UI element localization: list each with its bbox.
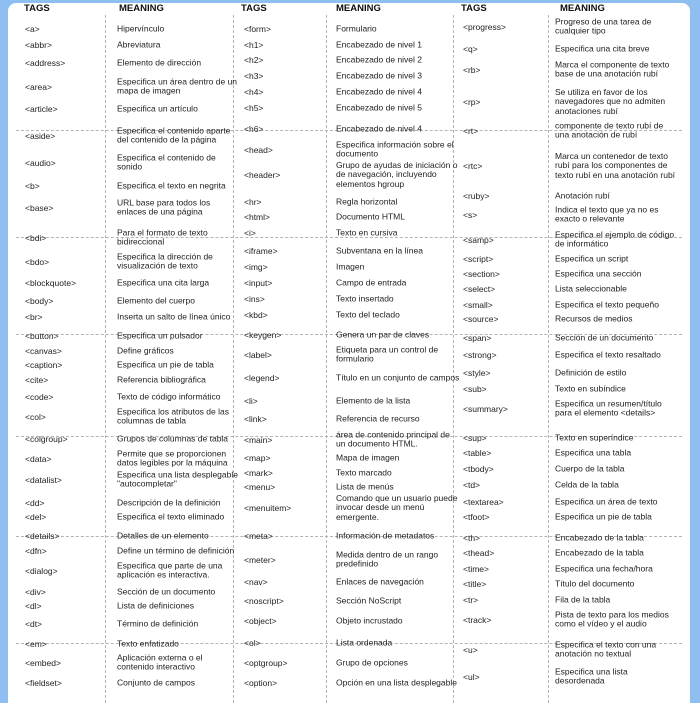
tag-name: <section> xyxy=(463,269,500,279)
tag-meaning: Texto enfatizado xyxy=(117,638,179,649)
tag-name: <img> xyxy=(244,262,268,272)
tag-name: <td> xyxy=(463,480,481,490)
tag-name: <a> xyxy=(25,24,40,34)
tag-row xyxy=(25,197,245,219)
tag-name: <source> xyxy=(463,314,499,324)
tag-row xyxy=(25,672,245,694)
tag-name: <style> xyxy=(463,368,491,378)
tag-name: <dt> xyxy=(25,619,43,629)
tag-row xyxy=(244,672,464,694)
tag-name: <kbd> xyxy=(244,310,268,320)
tag-name: <fieldset> xyxy=(25,678,62,688)
tag-meaning: Término de definición xyxy=(117,618,199,629)
tag-meaning: Etiqueta para un control de formulario xyxy=(336,344,439,364)
tag-row xyxy=(25,560,245,582)
tag-name: <header> xyxy=(244,170,281,180)
tag-meaning: Pista de texto para los medios como el vídeo y el audio xyxy=(555,609,669,629)
tag-row xyxy=(244,408,464,430)
tag-row xyxy=(25,652,245,674)
tag-row xyxy=(244,590,464,612)
tag-meaning: Elemento de dirección xyxy=(117,57,202,68)
tag-meaning: Especifica un pulsador xyxy=(117,330,203,341)
tag-name: <s> xyxy=(463,210,478,220)
tag-name: <rb> xyxy=(463,65,481,75)
tag-meaning: Lista de menús xyxy=(336,481,394,492)
tag-name: <time> xyxy=(463,564,489,574)
tag-name: <label> xyxy=(244,350,272,360)
tag-name: <meter> xyxy=(244,555,276,565)
tag-meaning: Campo de entrada xyxy=(336,277,407,288)
tag-name: <details> xyxy=(25,531,60,541)
tag-meaning: Detalles de un elemento xyxy=(117,530,209,541)
tag-row xyxy=(25,540,245,562)
tag-meaning: Elemento de la lista xyxy=(336,395,411,406)
tag-meaning: Lista seleccionable xyxy=(555,283,627,294)
tag-meaning: Documento HTML xyxy=(336,211,405,222)
tag-row xyxy=(244,344,464,366)
tag-name: <h6> xyxy=(244,124,264,134)
tag-row xyxy=(25,469,245,491)
tag-row xyxy=(463,120,683,142)
tag-name: <thead> xyxy=(463,548,495,558)
tag-row xyxy=(244,97,464,119)
tag-meaning: Se utiliza en favor de los navegadores que no admiten anotaciones rubí xyxy=(555,87,666,116)
tag-name: <nav> xyxy=(244,577,268,587)
tag-name: <track> xyxy=(463,615,492,625)
tag-meaning: Encabezado de nivel 2 xyxy=(336,54,423,65)
tag-meaning: Genera un par de claves xyxy=(336,329,430,340)
tag-row xyxy=(463,398,683,420)
tag-meaning: Marca un contenedor de texto rubí para los componentes de texto rubí en una anotación rubí xyxy=(555,151,676,180)
tag-name: <sub> xyxy=(463,384,487,394)
tag-row xyxy=(463,38,683,60)
tag-name: <samp> xyxy=(463,235,494,245)
tag-meaning: Define gráficos xyxy=(117,345,174,356)
tag-meaning: Sección NoScript xyxy=(336,595,402,606)
tag-name: <h2> xyxy=(244,55,264,65)
tag-name: <dialog> xyxy=(25,566,58,576)
tag-meaning: Imagen xyxy=(336,261,365,272)
tag-name: <article> xyxy=(25,104,58,114)
tag-name: <u> xyxy=(463,645,478,655)
tag-meaning: Encabezado de nivel 4 xyxy=(336,86,423,97)
tag-meaning: componente de texto rubí de una anotación de rubí xyxy=(555,120,664,140)
tag-meaning: área de contenido principal de un documento HTML. xyxy=(336,429,450,449)
tag-name: <sup> xyxy=(463,433,487,443)
tag-name: <datalist> xyxy=(25,475,62,485)
tag-name: <meta> xyxy=(244,531,273,541)
tag-meaning: Lista ordenada xyxy=(336,637,393,648)
tag-meaning: Conjunto de campos xyxy=(117,677,195,688)
tag-row xyxy=(463,666,683,688)
tag-name: <ul> xyxy=(463,672,480,682)
tag-name: <bdo> xyxy=(25,257,50,267)
tag-name: <ol> xyxy=(244,638,261,648)
tag-row xyxy=(244,632,464,654)
tag-meaning: Marca el componente de texto base de una anotación rubí xyxy=(555,59,670,79)
tag-meaning: Texto marcado xyxy=(336,467,392,478)
tag-row xyxy=(463,639,683,661)
meaning-header-3: MEANING xyxy=(560,3,605,14)
tag-name: <aside> xyxy=(25,131,56,141)
tag-row xyxy=(463,16,683,38)
tag-name: <ruby> xyxy=(463,191,490,201)
tag-meaning: Para el formato de texto bidireccional xyxy=(117,227,208,247)
tag-meaning: Objeto incrustado xyxy=(336,615,403,626)
tag-name: <abbr> xyxy=(25,40,52,50)
tag-name: <main> xyxy=(244,435,273,445)
tag-name: <form> xyxy=(244,24,271,34)
tag-name: <h5> xyxy=(244,103,264,113)
tag-name: <iframe> xyxy=(244,246,278,256)
tag-name: <col> xyxy=(25,412,46,422)
tags-header-1: TAGS xyxy=(24,3,50,14)
tag-meaning: Grupo de opciones xyxy=(336,657,408,668)
tag-meaning: Especifica información sobre el documento xyxy=(336,139,454,159)
tag-meaning: Hipervínculo xyxy=(117,23,165,34)
tag-name: <optgroup> xyxy=(244,658,288,668)
tag-name: <progress> xyxy=(463,22,506,32)
tag-meaning: Cuerpo de la tabla xyxy=(555,463,625,474)
tag-meaning: Especifica el ejemplo de código de informático xyxy=(555,229,675,249)
tag-name: <dfn> xyxy=(25,546,47,556)
tag-name: <data> xyxy=(25,454,52,464)
tag-row xyxy=(244,304,464,326)
tag-meaning: Encabezado de la tabla xyxy=(555,532,644,543)
tag-meaning: Grupo de ayudas de iniciación o de navegación, incluyendo elementos hgroup xyxy=(336,160,458,189)
tag-meaning: Especifica una cita larga xyxy=(117,277,210,288)
tag-row xyxy=(25,251,245,273)
tag-name: <base> xyxy=(25,203,54,213)
tag-meaning: Sección de un documento xyxy=(555,332,654,343)
tag-row xyxy=(463,506,683,528)
tag-meaning: Especifica los atributos de las columnas de tabla xyxy=(117,406,229,426)
tag-row xyxy=(244,549,464,571)
tag-meaning: Lista de definiciones xyxy=(117,600,195,611)
tag-name: <embed> xyxy=(25,658,61,668)
tag-row xyxy=(25,227,245,249)
tag-row xyxy=(463,59,683,81)
tag-meaning: Especifica un pie de tabla xyxy=(117,359,214,370)
tag-name: <script> xyxy=(463,254,494,264)
tag-name: <small> xyxy=(463,300,493,310)
tag-meaning: Permite que se proporcionen datos legibles por la máquina xyxy=(117,448,228,468)
tag-row xyxy=(463,204,683,226)
tag-name: <area> xyxy=(25,82,52,92)
tag-name: <tfoot> xyxy=(463,512,490,522)
tag-meaning: Grupos de columnas de tabla xyxy=(117,433,229,444)
tag-name: <map> xyxy=(244,453,271,463)
tag-name: <legend> xyxy=(244,373,280,383)
tag-meaning: Enlaces de navegación xyxy=(336,576,424,587)
tag-meaning: Especifica una lista desordenada xyxy=(555,666,628,686)
tag-name: <del> xyxy=(25,512,47,522)
tag-row xyxy=(244,139,464,161)
tag-name: <th> xyxy=(463,533,481,543)
tag-name: <h4> xyxy=(244,87,264,97)
tag-meaning: Encabezado de nivel 5 xyxy=(336,102,423,113)
tag-row xyxy=(244,525,464,547)
tag-name: <i> xyxy=(244,228,256,238)
tag-meaning: Encabezado de la tabla xyxy=(555,547,644,558)
tag-row xyxy=(25,428,245,450)
tag-row xyxy=(244,493,464,522)
tag-meaning: Regla horizontal xyxy=(336,196,398,207)
tag-name: <noscript> xyxy=(244,596,284,606)
tag-name: <hr> xyxy=(244,197,262,207)
tag-meaning: Especifica una tabla xyxy=(555,447,632,458)
tag-name: <html> xyxy=(244,212,270,222)
tag-name: <select> xyxy=(463,284,496,294)
tag-meaning: Anotación rubí xyxy=(555,190,610,201)
tag-row xyxy=(25,76,245,98)
tags-header-3: TAGS xyxy=(461,3,487,14)
tag-row xyxy=(25,406,245,428)
tag-meaning: Información de metadatos xyxy=(336,530,435,541)
tag-name: <audio> xyxy=(25,158,56,168)
tag-meaning: Especifica el contenido de sonido xyxy=(117,152,216,172)
tag-meaning: Título en un conjunto de campos xyxy=(336,372,460,383)
tag-name: <tbody> xyxy=(463,464,494,474)
tags-reference-sheet xyxy=(8,3,690,703)
tag-meaning: Especifica una cita breve xyxy=(555,43,650,54)
tag-name: <rtc> xyxy=(463,161,483,171)
tag-row xyxy=(463,378,683,400)
tag-row xyxy=(244,324,464,346)
tag-name: <b> xyxy=(25,181,40,191)
tag-meaning: Especifica el texto eliminado xyxy=(117,511,225,522)
tags-header-2: TAGS xyxy=(241,3,267,14)
tag-meaning: Definición de estilo xyxy=(555,367,627,378)
tag-name: <table> xyxy=(463,448,492,458)
tag-name: <button> xyxy=(25,331,59,341)
tag-name: <input> xyxy=(244,278,273,288)
tag-name: <li> xyxy=(244,396,258,406)
tag-row xyxy=(25,448,245,470)
tag-name: <div> xyxy=(25,587,46,597)
tag-meaning: Comando que un usuario puede invocar desde un menú emergente. xyxy=(336,493,458,522)
tag-name: <cite> xyxy=(25,375,49,385)
tag-name: <textarea> xyxy=(463,497,504,507)
tag-meaning: Especifica un pie de tabla xyxy=(555,511,652,522)
tag-row xyxy=(25,175,245,197)
tag-meaning: Especifica una lista desplegable "autocompletar" xyxy=(117,469,238,489)
tag-meaning: Especifica un área de texto xyxy=(555,496,658,507)
tag-meaning: Progreso de una tarea de cualquier tipo xyxy=(555,16,652,36)
tag-row xyxy=(25,52,245,74)
tag-name: <body> xyxy=(25,296,54,306)
tag-meaning: Especifica el texto en negrita xyxy=(117,180,226,191)
tag-row xyxy=(244,610,464,632)
tag-meaning: Especifica el texto resaltado xyxy=(555,349,661,360)
tag-name: <address> xyxy=(25,58,66,68)
tag-row xyxy=(463,609,683,631)
tag-name: <option> xyxy=(244,678,278,688)
tag-name: <head> xyxy=(244,145,273,155)
tag-name: <colgroup> xyxy=(25,434,68,444)
tag-name: <ins> xyxy=(244,294,265,304)
tag-meaning: Especifica un resumen/título para el elemento <details> xyxy=(555,398,662,418)
tag-meaning: Especifica un artículo xyxy=(117,103,198,114)
tag-meaning: Especifica el texto pequeño xyxy=(555,299,659,310)
tag-name: <q> xyxy=(463,44,478,54)
tag-name: <menu> xyxy=(244,482,276,492)
tag-meaning: Celda de la tabla xyxy=(555,479,619,490)
tag-row xyxy=(25,152,245,174)
tag-meaning: Elemento del cuerpo xyxy=(117,295,195,306)
tag-row xyxy=(244,652,464,674)
tag-name: <summary> xyxy=(463,404,508,414)
tag-row xyxy=(244,160,464,189)
tag-meaning: Mapa de imagen xyxy=(336,452,400,463)
tag-meaning: Texto en subíndice xyxy=(555,383,626,394)
tag-row xyxy=(463,589,683,611)
tag-meaning: Especifica el texto con una anotación no textual xyxy=(555,639,657,659)
tag-name: <object> xyxy=(244,616,277,626)
tag-row xyxy=(463,87,683,116)
tag-row xyxy=(25,386,245,408)
tag-meaning: Texto en cursiva xyxy=(336,227,398,238)
tag-meaning: Encabezado de nivel 3 xyxy=(336,70,423,81)
tag-meaning: Referencia de recurso xyxy=(336,413,420,424)
tag-row xyxy=(25,613,245,635)
tag-meaning: Especifica una fecha/hora xyxy=(555,563,653,574)
tag-meaning: Subventana en la línea xyxy=(336,245,423,256)
tag-name: <title> xyxy=(463,579,487,589)
tag-row xyxy=(244,118,464,140)
tag-meaning: Sección de un documento xyxy=(117,586,216,597)
tag-meaning: Opción en una lista desplegable xyxy=(336,677,457,688)
tag-row xyxy=(25,125,245,147)
tag-meaning: Encabezado de nivel 4 xyxy=(336,123,423,134)
tag-meaning: Encabezado de nivel 1 xyxy=(336,39,423,50)
tag-meaning: Fila de la tabla xyxy=(555,594,611,605)
tag-row xyxy=(244,367,464,389)
tag-meaning: Título del documento xyxy=(555,578,635,589)
tag-name: <caption> xyxy=(25,360,63,370)
tag-meaning: Texto del teclado xyxy=(336,309,400,320)
tag-name: <menuitem> xyxy=(244,503,292,513)
tag-name: <rt> xyxy=(463,126,479,136)
tag-name: <span> xyxy=(463,333,492,343)
tag-name: <rp> xyxy=(463,97,481,107)
tag-meaning: Texto de código informático xyxy=(117,391,221,402)
tag-name: <strong> xyxy=(463,350,497,360)
tag-meaning: Especifica una sección xyxy=(555,268,642,279)
tag-meaning: Especifica que parte de una aplicación es interactiva. xyxy=(117,560,223,580)
tag-name: <bdi> xyxy=(25,233,47,243)
tag-name: <h1> xyxy=(244,40,264,50)
tag-row xyxy=(25,98,245,120)
tag-meaning: Referencia bibliográfica xyxy=(117,374,206,385)
tag-name: <keygen> xyxy=(244,330,282,340)
tag-meaning: Medida dentro de un rango predefinido xyxy=(336,549,439,569)
tag-meaning: Texto insertado xyxy=(336,293,394,304)
tag-meaning: Especifica la dirección de visualización de texto xyxy=(117,251,213,271)
tag-meaning: Aplicación externa o el contenido interactivo xyxy=(117,652,203,672)
tag-meaning: Inserta un salto de línea único xyxy=(117,311,231,322)
tag-name: <mark> xyxy=(244,468,273,478)
tag-meaning: Descripción de la definición xyxy=(117,497,221,508)
tag-name: <tr> xyxy=(463,595,479,605)
tag-meaning: Especifica un área dentro de un mapa de imagen xyxy=(117,76,238,96)
tag-name: <em> xyxy=(25,639,47,649)
tag-name: <code> xyxy=(25,392,54,402)
tag-meaning: Recursos de medios xyxy=(555,313,633,324)
tag-name: <h3> xyxy=(244,71,264,81)
tag-name: <dd> xyxy=(25,498,45,508)
tag-name: <br> xyxy=(25,312,43,322)
tag-meaning: Texto en superíndice xyxy=(555,432,634,443)
meaning-header-1: MEANING xyxy=(119,3,164,14)
tag-meaning: Formulario xyxy=(336,23,377,34)
tag-name: <dl> xyxy=(25,601,42,611)
tag-meaning: Especifica el contenido aparte del contenido de la página xyxy=(117,125,231,145)
tag-name: <blockquote> xyxy=(25,278,77,288)
tag-name: <canvas> xyxy=(25,346,62,356)
tag-meaning: Especifica un script xyxy=(555,253,629,264)
tag-meaning: Indica el texto que ya no es exacto o relevante xyxy=(555,204,659,224)
tag-meaning: Define un término de definición xyxy=(117,545,235,556)
meaning-header-2: MEANING xyxy=(336,3,381,14)
tag-meaning: URL base para todos los enlaces de una página xyxy=(117,197,211,217)
tag-meaning: Abreviatura xyxy=(117,39,161,50)
tag-row xyxy=(463,151,683,180)
tag-name: <link> xyxy=(244,414,267,424)
